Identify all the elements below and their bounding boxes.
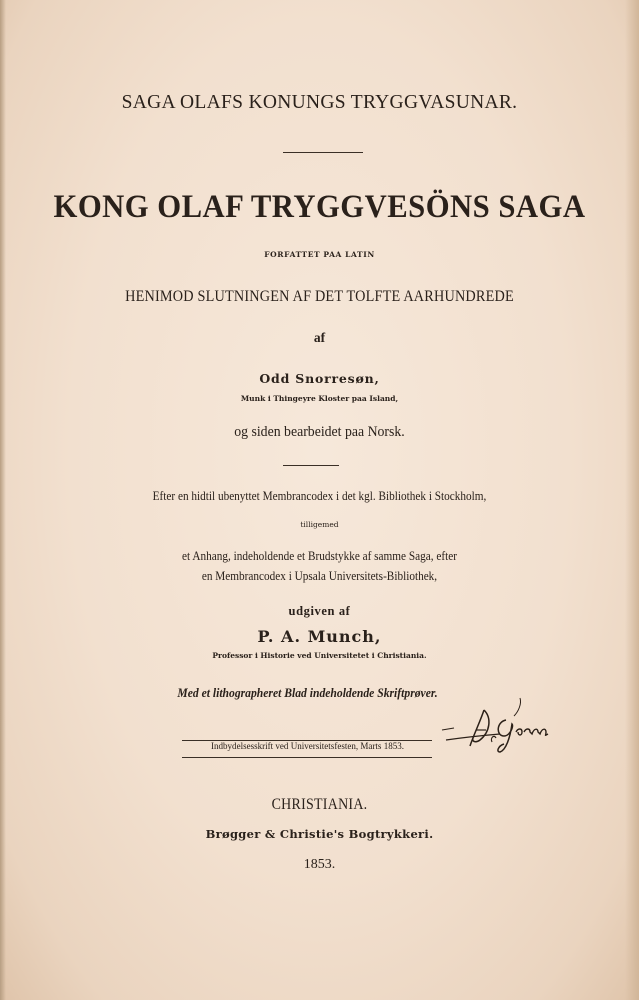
also-word: tilligemed <box>300 520 339 529</box>
page-edge-shadow-left <box>0 0 6 1000</box>
lithograph-note: Med et lithographeret Blad indeholdende Skriftprøver. <box>177 686 438 700</box>
invitation-note: Indbydelsesskrift ved Universitetsfesten, Marts 1853. <box>211 742 404 752</box>
author-name: Odd Snorresøn, <box>259 371 380 386</box>
divider-rule-4 <box>182 757 432 758</box>
divider-rule-3 <box>182 740 432 741</box>
appendix-line-2: en Membrancodex i Upsala Universitets-Bibliothek, <box>201 569 438 583</box>
editor-role: Professor i Historie ved Universitetet i Christiania. <box>212 651 427 660</box>
written-in-line: FORFATTET PAA LATIN <box>264 250 375 259</box>
edited-by: udgiven af <box>288 604 351 618</box>
main-title: KONG OLAF TRYGGVESÖNS SAGA <box>53 189 586 225</box>
city-line: CHRISTIANIA. <box>271 796 368 813</box>
signature-icon <box>440 688 570 758</box>
divider-rule-1 <box>283 152 363 153</box>
editor-name: P. A. Munch, <box>257 627 382 646</box>
handwritten-signature <box>440 688 570 758</box>
appendix-line-1: et Anhang, indeholdende et Brudstykke af samme Saga, efter <box>182 549 457 563</box>
author-role: Munk i Thingeyre Kloster paa Island, <box>240 394 399 403</box>
by-word: af <box>313 330 326 345</box>
divider-rule-2 <box>283 465 339 466</box>
period-line: HENIMOD SLUTNINGEN AF DET TOLFTE AARHUNDREDE <box>125 288 514 305</box>
adapted-line: og siden bearbeidet paa Norsk. <box>234 424 405 440</box>
year-line: 1853. <box>303 857 336 872</box>
old-norse-title: SAGA OLAFS KONUNGS TRYGGVASUNAR. <box>121 92 518 113</box>
source-line: Efter en hidtil ubenyttet Membrancodex i det kgl. Bibliothek i Stockholm, <box>152 489 487 503</box>
printer-line: Brøgger & Christie's Bogtrykkeri. <box>205 827 434 841</box>
page-edge-shadow-right <box>625 0 639 1000</box>
